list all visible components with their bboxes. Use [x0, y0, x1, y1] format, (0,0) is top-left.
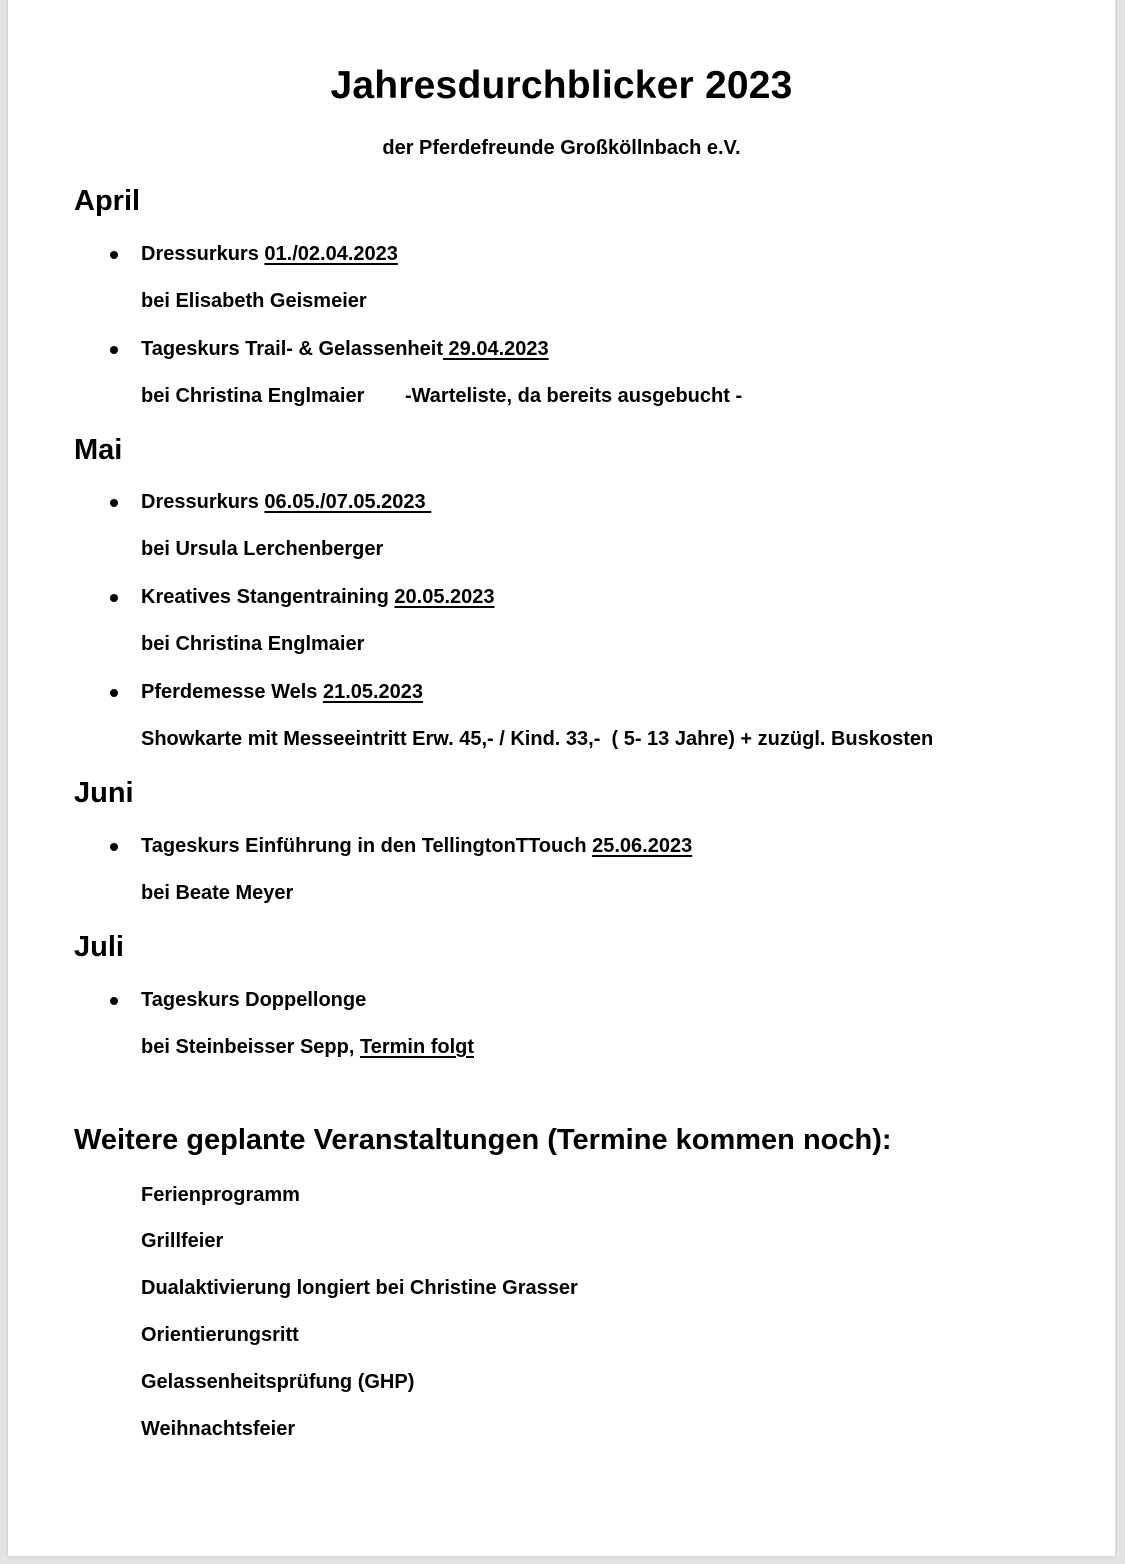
event-date: 21.05.2023 — [322, 681, 424, 703]
bullet-icon — [110, 843, 118, 851]
event-detail: bei Ursula Lerchenberger — [141, 538, 384, 560]
document-page — [8, 0, 1115, 1556]
event-date: 01./02.04.2023 — [264, 243, 398, 265]
event-title: Pferdemesse Wels 21.05.2023 — [141, 681, 424, 703]
event-detail: bei Beate Meyer — [141, 882, 294, 904]
event-detail: bei Elisabeth Geismeier — [141, 290, 367, 312]
event-title: Tageskurs Doppellonge — [141, 989, 367, 1011]
planned-event-item: Orientierungsritt — [141, 1324, 299, 1346]
month-heading-mai: Mai — [74, 434, 123, 466]
planned-event-item: Gelassenheitsprüfung (GHP) — [141, 1371, 415, 1393]
month-heading-juni: Juni — [74, 777, 134, 809]
bullet-icon — [110, 689, 118, 697]
document-title: Jahresdurchblicker 2023 — [330, 64, 793, 107]
bullet-icon — [110, 997, 118, 1005]
planned-events-heading: Weitere geplante Veranstaltungen (Termine kommen noch): — [74, 1124, 892, 1156]
planned-event-item: Grillfeier — [141, 1230, 224, 1252]
event-detail: bei Christina Englmaier — [141, 385, 365, 407]
event-title: Tageskurs Einführung in den TellingtonTTouch 25.06.2023 — [141, 835, 693, 857]
event-detail: Showkarte mit Messeeintritt Erw. 45,- / Kind. 33,- ( 5- 13 Jahre) + zuzügl. Buskosten — [141, 728, 934, 750]
bullet-icon — [110, 499, 118, 507]
planned-event-item: Dualaktivierung longiert bei Christine Grasser — [141, 1277, 578, 1299]
month-heading-juli: Juli — [74, 931, 124, 963]
event-date: 20.05.2023 — [394, 586, 495, 608]
event-note: -Warteliste, da bereits ausgebucht - — [405, 385, 743, 407]
event-date: 06.05./07.05.2023 — [264, 491, 432, 513]
event-detail: bei Christina Englmaier — [141, 633, 365, 655]
document-subtitle: der Pferdefreunde Großköllnbach e.V. — [382, 137, 741, 159]
planned-event-item: Weihnachtsfeier — [141, 1418, 296, 1440]
termin-folgt-note: Termin folgt — [359, 1036, 475, 1058]
event-title: Kreatives Stangentraining 20.05.2023 — [141, 586, 495, 608]
event-title: Tageskurs Trail- & Gelassenheit 29.04.2023 — [141, 338, 549, 360]
event-detail: bei Steinbeisser Sepp, Termin folgt — [141, 1036, 475, 1058]
bullet-icon — [110, 594, 118, 602]
event-title: Dressurkurs 06.05./07.05.2023 — [141, 491, 432, 513]
month-heading-april: April — [74, 185, 141, 217]
bullet-icon — [110, 346, 118, 354]
event-date: 29.04.2023 — [442, 338, 549, 360]
bullet-icon — [110, 251, 118, 259]
planned-event-item: Ferienprogramm — [141, 1184, 300, 1206]
event-title: Dressurkurs 01./02.04.2023 — [141, 243, 398, 265]
event-date: 25.06.2023 — [592, 835, 693, 857]
